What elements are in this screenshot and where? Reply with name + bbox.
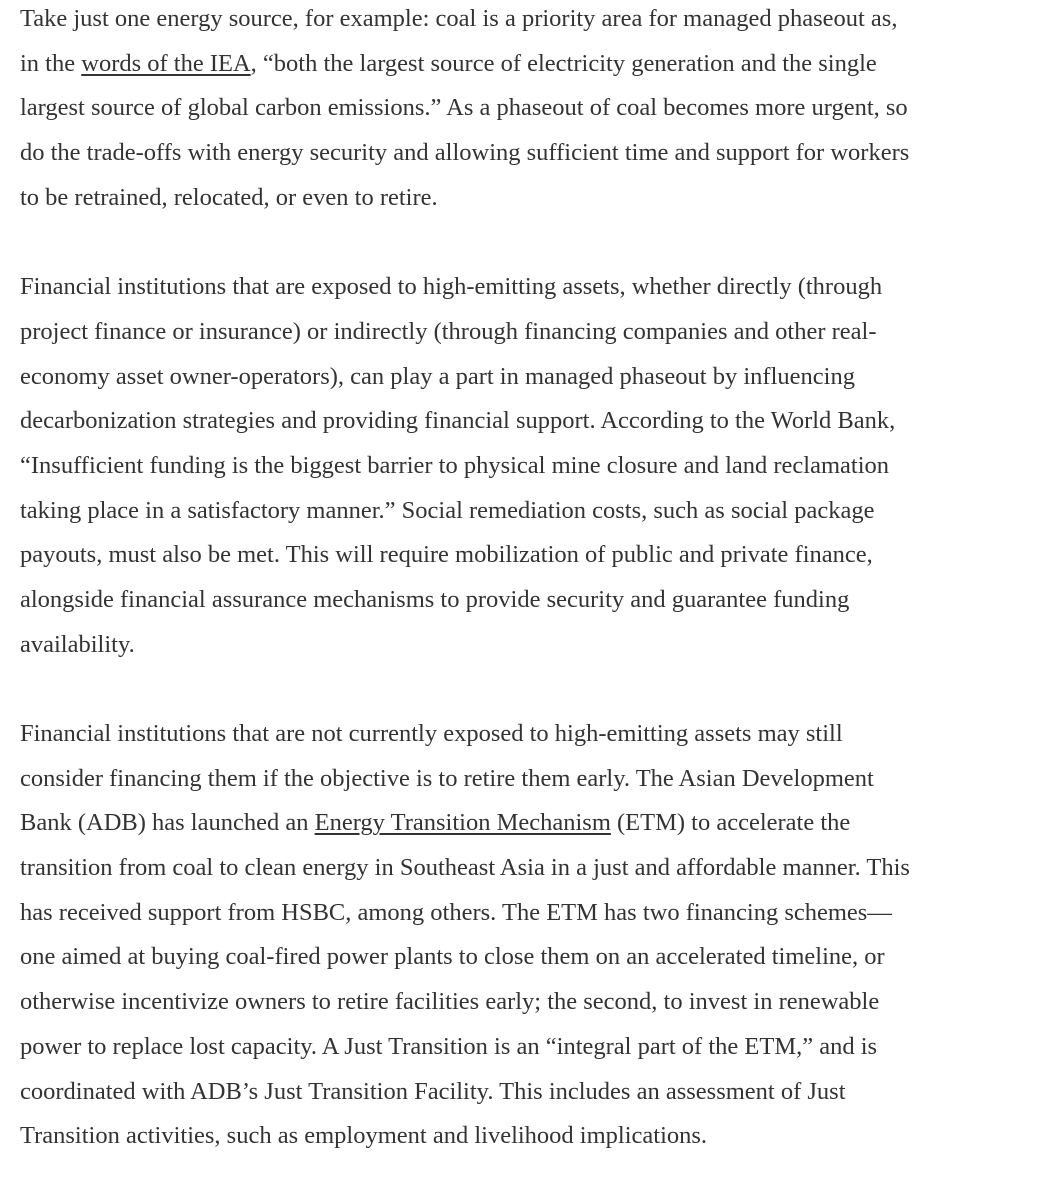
text-segment: Take just one energy source, for example: coal is a priority area for managed phaseout as, xyxy=(20,5,898,32)
text-line xyxy=(20,1114,1055,1159)
text-segment: in the xyxy=(20,49,82,77)
text-line xyxy=(20,265,1055,310)
text-segment: Transition activities, such as employment and livelihood implications. xyxy=(20,1122,708,1150)
text-line xyxy=(20,310,1055,355)
text-segment: one aimed at buying coal-fired power plants to close them on an accelerated timeline, or xyxy=(20,943,885,971)
text-segment: (ETM) to accelerate the xyxy=(610,809,851,837)
text-segment: “Insufficient funding is the biggest barrier to physical mine closure and land reclamation xyxy=(20,451,890,479)
text-line xyxy=(20,42,1055,87)
text-segment: payouts, must also be met. This will require mobilization of public and private finance, xyxy=(20,541,873,569)
text-segment: economy asset owner-operators), can play a part in managed phaseout by influencing xyxy=(20,362,855,390)
text-line xyxy=(20,489,1055,534)
text-segment: power to replace lost capacity. A Just Transition is an “integral part of the ETM,” and is xyxy=(20,1032,878,1060)
text-segment: availability. xyxy=(20,630,135,658)
text-segment: to be retrained, relocated, or even to retire. xyxy=(20,183,438,211)
text-line xyxy=(20,533,1055,578)
text-segment: transition from coal to clean energy in Southeast Asia in a just and affordable manner. This xyxy=(20,854,910,882)
text-line xyxy=(20,578,1055,623)
text-segment: decarbonization strategies and providing financial support. According to the World Bank, xyxy=(20,407,896,435)
text-line xyxy=(20,355,1055,400)
text-line xyxy=(20,176,1055,221)
text-segment: project finance or insurance) or indirectly (through financing companies and other real- xyxy=(20,317,877,345)
text-line xyxy=(20,935,1055,980)
text-line xyxy=(20,444,1055,489)
text-line xyxy=(20,1025,1055,1070)
text-line xyxy=(20,891,1055,936)
text-line xyxy=(20,980,1055,1025)
text-line xyxy=(20,801,1055,846)
text-segment: Financial institutions that are exposed to high-emitting assets, whether directly (through xyxy=(20,273,883,301)
text-segment: consider financing them if the objective is to retire them early. The Asian Development xyxy=(20,764,874,792)
inline-link[interactable]: Energy Transition Mechanism xyxy=(314,809,611,837)
inline-link[interactable]: words of the IEA xyxy=(81,49,251,77)
text-segment: has received support from HSBC, among others. The ETM has two financing schemes— xyxy=(20,898,892,926)
text-line xyxy=(20,757,1055,802)
text-segment: coordinated with ADB’s Just Transition Facility. This includes an assessment of Just xyxy=(20,1077,846,1105)
paragraph xyxy=(20,712,1055,1159)
text-segment: otherwise incentivize owners to retire facilities early; the second, to invest in renewable xyxy=(20,988,880,1016)
text-segment: Financial institutions that are not currently exposed to high-emitting assets may still xyxy=(20,720,843,747)
paragraph xyxy=(20,265,1055,667)
text-line xyxy=(20,86,1055,131)
paragraph xyxy=(20,0,1055,220)
text-segment: do the trade-offs with energy security and allowing sufficient time and support for workers xyxy=(20,139,910,167)
text-segment: alongside financial assurance mechanisms to provide security and guarantee funding xyxy=(20,585,850,613)
text-line xyxy=(20,846,1055,891)
text-line xyxy=(20,131,1055,176)
text-segment: largest source of global carbon emissions.” As a phaseout of coal becomes more urgent, so xyxy=(20,94,908,122)
text-line xyxy=(20,712,1055,757)
text-line xyxy=(20,1070,1055,1115)
text-segment: , “both the largest source of electricity generation and the single xyxy=(250,49,877,77)
text-segment: Bank (ADB) has launched an xyxy=(20,809,315,837)
text-line xyxy=(20,0,1055,42)
article-body xyxy=(20,0,1055,1204)
text-segment: taking place in a satisfactory manner.” Social remediation costs, such as social package xyxy=(20,496,875,524)
text-line xyxy=(20,623,1055,668)
text-line xyxy=(20,399,1055,444)
